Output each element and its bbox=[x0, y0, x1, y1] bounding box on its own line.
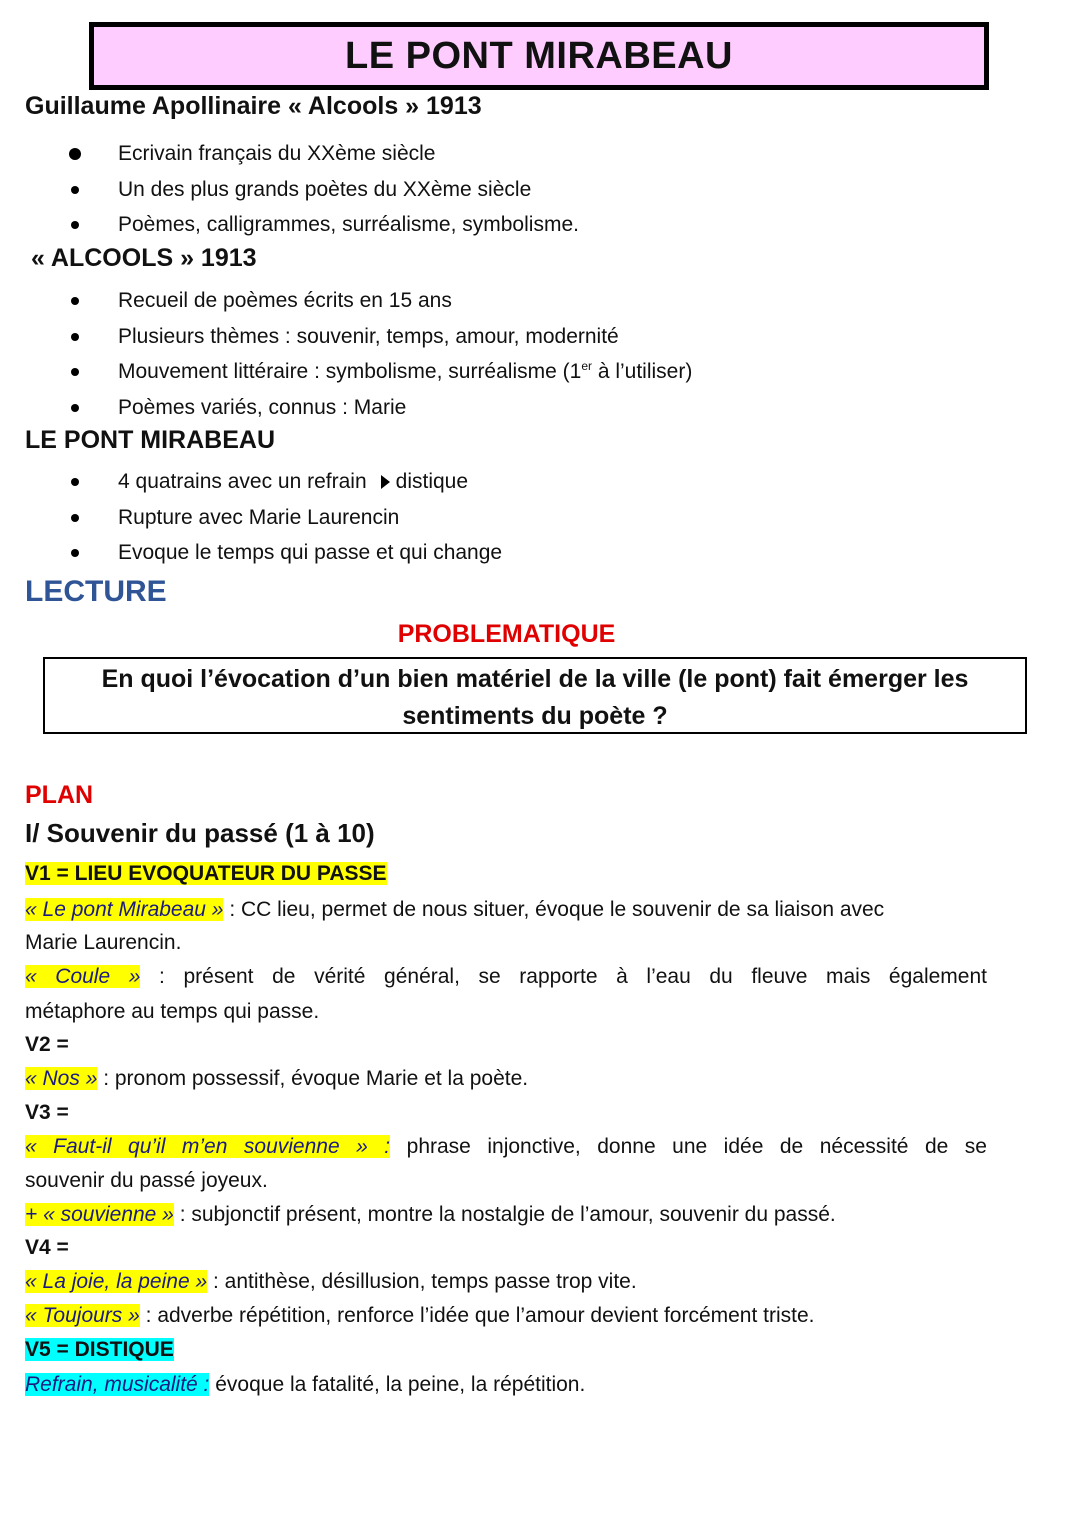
v5-label-line bbox=[25, 1333, 987, 1367]
pont-heading: LE PONT MIRABEAU bbox=[25, 426, 275, 454]
title-box bbox=[89, 22, 989, 90]
bullet-icon bbox=[71, 368, 79, 376]
author-list bbox=[0, 136, 1080, 243]
v5-label: V5 = DISTIQUE bbox=[25, 1338, 174, 1361]
list-item: Plusieurs thèmes : souvenir, temps, amour, modernité bbox=[0, 319, 1080, 355]
bullet-icon bbox=[71, 549, 79, 557]
list-item: 4 quatrains avec un refrain distique bbox=[0, 464, 1080, 500]
problematique-line-1: En quoi l’évocation d’un bien matériel de la ville (le pont) fait émerger les bbox=[101, 665, 969, 693]
part-title: I/ Souvenir du passé (1 à 10) bbox=[25, 818, 375, 848]
quote: + « souvienne » bbox=[25, 1203, 174, 1226]
bullet-icon bbox=[71, 297, 79, 305]
pont-list bbox=[0, 464, 1080, 571]
list-item: Mouvement littéraire : symbolisme, surréalisme (1er à l’utiliser) bbox=[0, 354, 1080, 390]
problematique-line-2: sentiments du poète ? bbox=[402, 702, 668, 730]
v3-quote2-line: + « souvienne » : subjonctif présent, montre la nostalgie de l’amour, souvenir du passé. bbox=[25, 1203, 836, 1226]
quote: « La joie, la peine » bbox=[25, 1270, 208, 1293]
v4-quote2-line: « Toujours » : adverbe répétition, renforce l’idée que l’amour devient forcément triste. bbox=[25, 1304, 815, 1327]
v1-quote1-line: « Le pont Mirabeau » : CC lieu, permet de nous situer, évoque le souvenir de sa liaison avec bbox=[25, 898, 885, 921]
list-item: Ecrivain français du XXème siècle bbox=[0, 136, 1080, 172]
quote: « Le pont Mirabeau » bbox=[25, 898, 224, 921]
v3-label: V3 = bbox=[25, 1101, 69, 1124]
v5-quote1-line: Refrain, musicalité : évoque la fatalité, la peine, la répétition. bbox=[25, 1373, 586, 1396]
problematique-label: PROBLEMATIQUE bbox=[397, 620, 616, 648]
arrow-right-icon bbox=[381, 475, 390, 489]
bullet-icon bbox=[71, 186, 79, 194]
v3-quote1-line-cont: souvenir du passé joyeux. bbox=[25, 1169, 268, 1192]
v1-label-line bbox=[25, 857, 987, 891]
v1-quote2-line-cont: métaphore au temps qui passe. bbox=[25, 1000, 320, 1023]
v2-quote1-line: « Nos » : pronom possessif, évoque Marie et la poète. bbox=[25, 1067, 529, 1090]
bullet-icon bbox=[71, 478, 79, 486]
v1-label: V1 = LIEU EVOQUATEUR DU PASSE bbox=[25, 862, 387, 885]
list-item: Recueil de poèmes écrits en 15 ans bbox=[0, 283, 1080, 319]
problematique-box bbox=[43, 657, 1027, 734]
list-item: Un des plus grands poètes du XXème siècle bbox=[0, 172, 1080, 208]
v4-quote1-line: « La joie, la peine » : antithèse, désillusion, temps passe trop vite. bbox=[25, 1270, 637, 1293]
author-heading: Guillaume Apollinaire « Alcools » 1913 bbox=[25, 92, 482, 120]
list-item: Poèmes variés, connus : Marie bbox=[0, 390, 1080, 426]
quote: « Nos » bbox=[25, 1067, 98, 1090]
bullet-icon bbox=[71, 514, 79, 522]
bullet-icon bbox=[71, 333, 79, 341]
list-item: Evoque le temps qui passe et qui change bbox=[0, 535, 1080, 571]
quote: Refrain, musicalité : bbox=[25, 1373, 210, 1396]
list-item: Rupture avec Marie Laurencin bbox=[0, 500, 1080, 536]
v4-label: V4 = bbox=[25, 1236, 69, 1259]
v1-quote1-line-cont: Marie Laurencin. bbox=[25, 931, 182, 954]
v2-label: V2 = bbox=[25, 1033, 69, 1056]
alcools-heading: « ALCOOLS » 1913 bbox=[31, 244, 257, 272]
v3-quote1-line: « Faut-il qu’il m’en souvienne » : phrase injonctive, donne une idée de nécessité de se bbox=[25, 1135, 987, 1158]
page-title: LE PONT MIRABEAU bbox=[345, 34, 733, 77]
list-item: Poèmes, calligrammes, surréalisme, symbolisme. bbox=[0, 207, 1080, 243]
alcools-list bbox=[0, 283, 1080, 425]
quote: « Toujours » bbox=[25, 1304, 140, 1327]
plan-label: PLAN bbox=[25, 781, 94, 809]
bullet-icon bbox=[71, 221, 79, 229]
bullet-icon bbox=[69, 148, 81, 160]
quote: « Coule » bbox=[25, 965, 141, 988]
quote: « Faut-il qu’il m’en souvienne » : bbox=[25, 1135, 391, 1158]
v1-quote2-line: « Coule » : présent de vérité général, se rapporte à l’eau du fleuve mais également bbox=[25, 965, 987, 988]
bullet-icon bbox=[71, 404, 79, 412]
lecture-heading: LECTURE bbox=[25, 575, 167, 608]
